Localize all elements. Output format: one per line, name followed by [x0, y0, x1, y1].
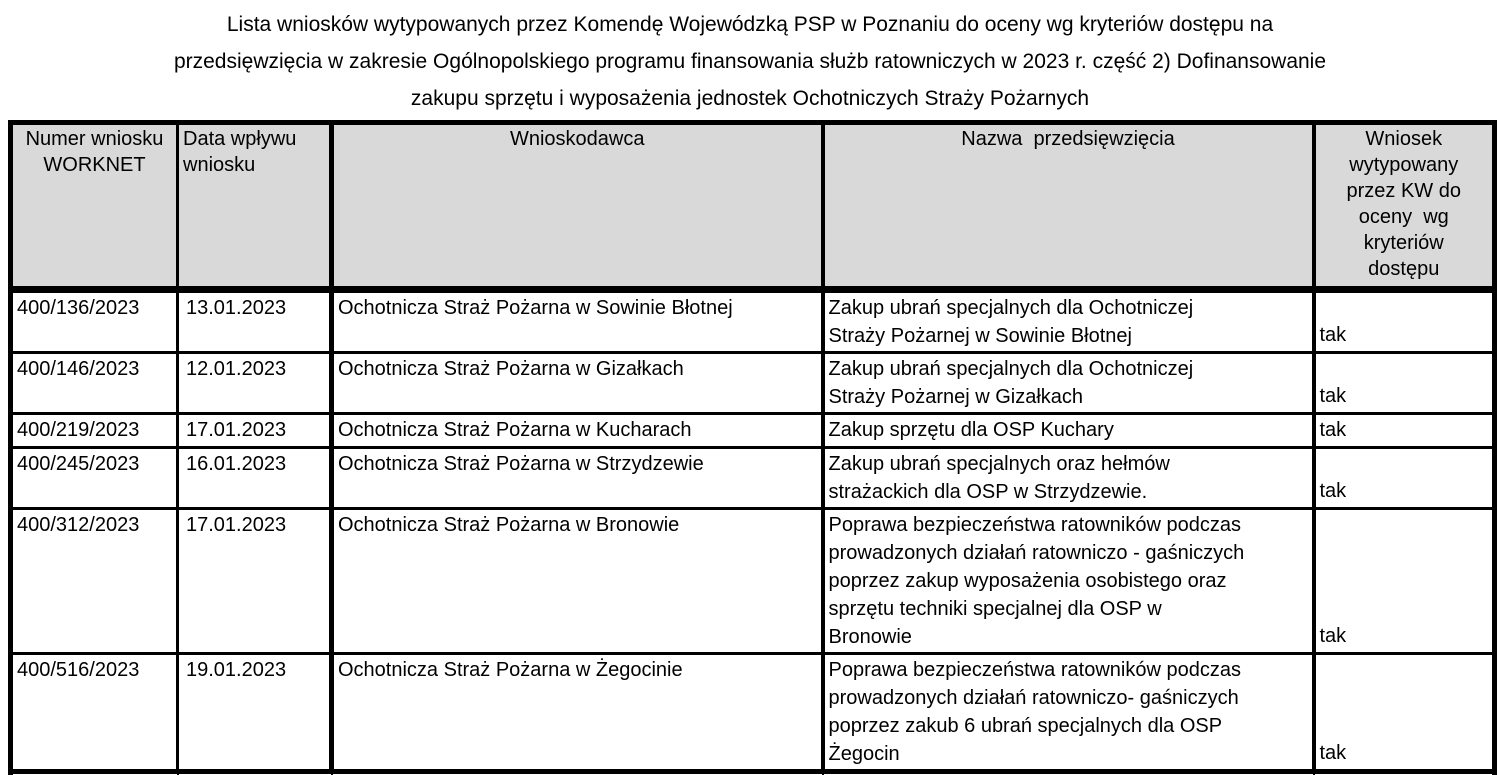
partial-cell [332, 772, 823, 775]
cell-applicant: Ochotnicza Straż Pożarna w Sowinie Błotnej [332, 291, 823, 353]
cell-applicant: Ochotnicza Straż Pożarna w Kucharach [332, 414, 823, 448]
partial-next-row [11, 772, 1495, 775]
cell-date: 17.01.2023 [178, 509, 332, 654]
document-title-line-3: zakupu sprzętu i wyposażenia jednostek Ochotniczych Straży Pożarnych [410, 87, 1090, 110]
cell-number: 400/312/2023 [11, 509, 178, 654]
cell-date: 17.01.2023 [178, 414, 332, 448]
cell-project: Zakup ubrań specjalnych dla Ochotniczej Straży Pożarnej w Gizałkach [823, 353, 1314, 414]
table-row [11, 414, 1495, 448]
cell-date: 13.01.2023 [178, 291, 332, 353]
cell-number: 400/136/2023 [11, 291, 178, 353]
table-row [11, 448, 1495, 509]
cell-selected: tak [1314, 353, 1495, 414]
cell-applicant: Ochotnicza Straż Pożarna w Bronowie [332, 509, 823, 654]
partial-cell [11, 772, 178, 775]
header-project: Nazwa przedsięwzięcia [823, 123, 1314, 287]
partial-cell [1314, 772, 1495, 775]
requests-table [8, 120, 1497, 775]
header-applicant: Wnioskodawca [332, 123, 823, 287]
table-row [11, 654, 1495, 772]
cell-date: 19.01.2023 [178, 654, 332, 772]
cell-project: Zakup ubrań specjalnych oraz hełmów strażackich dla OSP w Strzydzewie. [823, 448, 1314, 509]
header-number: Numer wniosku WORKNET [11, 123, 178, 287]
header-date: Data wpływu wniosku [178, 123, 332, 287]
cell-selected: tak [1314, 654, 1495, 772]
cell-number: 400/245/2023 [11, 448, 178, 509]
cell-selected: tak [1314, 291, 1495, 353]
partial-cell [178, 772, 332, 775]
cell-date: 12.01.2023 [178, 353, 332, 414]
table-row [11, 509, 1495, 654]
cell-selected: tak [1314, 414, 1495, 448]
cell-number: 400/516/2023 [11, 654, 178, 772]
table-header-row [11, 123, 1495, 287]
cell-project: Poprawa bezpieczeństwa ratowników podczas prowadzonych działań ratowniczo - gaśniczych poprzez zakup wyposażenia osobistego oraz sprzętu techniki specjalnej dla OSP w Bronowie [823, 509, 1314, 654]
document-title [0, 0, 1500, 117]
document-title-line-2: przedsięwzięcia w zakresie Ogólnopolskiego programu finansowania służb ratowniczych w 2023 r. część 2) Dofinansowanie [173, 50, 1327, 73]
header-selected: Wniosek wytypowany przez KW do oceny wg kryteriów dostępu [1314, 123, 1495, 287]
partial-cell [823, 772, 1314, 775]
cell-number: 400/146/2023 [11, 353, 178, 414]
cell-number: 400/219/2023 [11, 414, 178, 448]
cell-project: Poprawa bezpieczeństwa ratowników podczas prowadzonych działań ratowniczo- gaśniczych poprzez zakub 6 ubrań specjalnych dla OSP Żegocin [823, 654, 1314, 772]
table-row [11, 291, 1495, 353]
cell-project: Zakup ubrań specjalnych dla Ochotniczej Straży Pożarnej w Sowinie Błotnej [823, 291, 1314, 353]
table-row [11, 353, 1495, 414]
cell-applicant: Ochotnicza Straż Pożarna w Gizałkach [332, 353, 823, 414]
cell-selected: tak [1314, 509, 1495, 654]
document-title-line-1: Lista wniosków wytypowanych przez Komendę Wojewódzką PSP w Poznaniu do oceny wg kryteriów dostępu na [226, 13, 1274, 36]
cell-applicant: Ochotnicza Straż Pożarna w Strzydzewie [332, 448, 823, 509]
cell-project: Zakup sprzętu dla OSP Kuchary [823, 414, 1314, 448]
cell-selected: tak [1314, 448, 1495, 509]
cell-applicant: Ochotnicza Straż Pożarna w Żegocinie [332, 654, 823, 772]
cell-date: 16.01.2023 [178, 448, 332, 509]
